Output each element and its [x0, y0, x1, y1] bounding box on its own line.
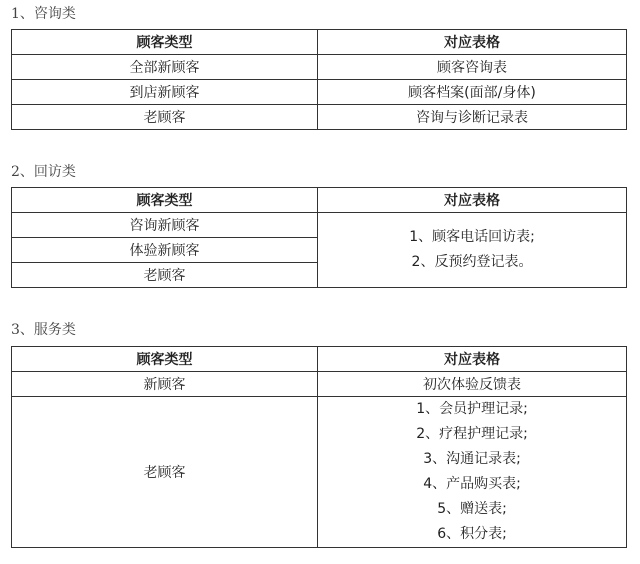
header-corresponding-form: 对应表格 — [318, 30, 627, 55]
table-row — [12, 55, 627, 80]
consultation-table — [11, 29, 627, 130]
header-corresponding-form: 对应表格 — [318, 188, 627, 213]
table-header-row — [12, 347, 627, 372]
cell-form: 顾客档案(面部/身体) — [318, 80, 627, 105]
cell-customer-type: 全部新顾客 — [12, 55, 318, 80]
table-header-row — [12, 30, 627, 55]
cell-customer-type: 新顾客 — [12, 372, 318, 397]
table-row — [12, 397, 627, 548]
form-line: 1、会员护理记录; — [416, 401, 528, 417]
form-line: 2、疗程护理记录; — [416, 426, 528, 442]
cell-customer-type: 体验新顾客 — [12, 238, 318, 263]
form-line: 1、顾客电话回访表; — [409, 229, 535, 245]
section-3-title: 3、服务类 — [11, 322, 76, 338]
table-row — [12, 80, 627, 105]
cell-customer-type: 咨询新顾客 — [12, 213, 318, 238]
section-2-title: 2、回访类 — [11, 164, 76, 180]
table-row — [12, 105, 627, 130]
header-customer-type: 顾客类型 — [12, 347, 318, 372]
form-line: 6、积分表; — [437, 526, 507, 542]
follow-up-table — [11, 187, 627, 288]
header-customer-type: 顾客类型 — [12, 30, 318, 55]
cell-customer-type: 老顾客 — [12, 397, 318, 548]
cell-form: 咨询与诊断记录表 — [318, 105, 627, 130]
form-line: 5、赠送表; — [437, 501, 507, 517]
form-line: 4、产品购买表; — [423, 476, 521, 492]
header-customer-type: 顾客类型 — [12, 188, 318, 213]
cell-customer-type: 到店新顾客 — [12, 80, 318, 105]
section-1-title: 1、咨询类 — [11, 6, 76, 22]
service-table — [11, 346, 627, 548]
form-line: 2、反预约登记表。 — [411, 254, 533, 270]
cell-form: 初次体验反馈表 — [318, 372, 627, 397]
cell-customer-type: 老顾客 — [12, 105, 318, 130]
table-row — [12, 213, 627, 238]
cell-form-merged — [318, 213, 627, 288]
table-header-row — [12, 188, 627, 213]
cell-customer-type: 老顾客 — [12, 263, 318, 288]
header-corresponding-form: 对应表格 — [318, 347, 627, 372]
cell-form-multi — [318, 397, 627, 548]
form-line: 3、沟通记录表; — [423, 451, 521, 467]
table-row — [12, 372, 627, 397]
cell-form: 顾客咨询表 — [318, 55, 627, 80]
